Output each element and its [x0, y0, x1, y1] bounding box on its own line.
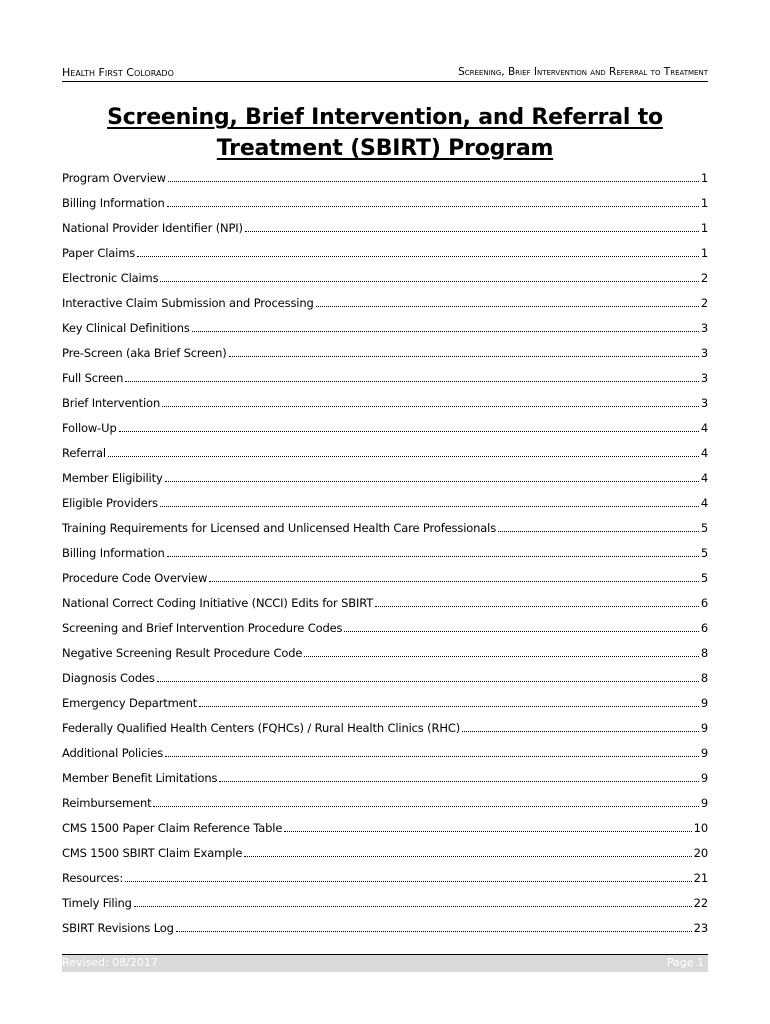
toc-entry[interactable] [62, 840, 708, 865]
toc-entry-page: 4 [700, 495, 708, 510]
toc-entry-label: Follow-Up [62, 420, 117, 435]
table-of-contents [62, 165, 708, 940]
toc-entry-page: 9 [700, 745, 708, 760]
title-line-2: Treatment (SBIRT) Program [216, 136, 554, 161]
toc-dot-leader [167, 196, 699, 210]
toc-entry-page: 8 [700, 645, 708, 660]
toc-dot-leader [284, 821, 691, 835]
toc-entry[interactable] [62, 715, 708, 740]
toc-entry-label: Electronic Claims [62, 270, 159, 285]
toc-entry-page: 3 [700, 320, 708, 335]
toc-entry-page: 3 [700, 345, 708, 360]
toc-entry[interactable] [62, 690, 708, 715]
toc-entry-label: Procedure Code Overview [62, 570, 208, 585]
toc-dot-leader [162, 396, 699, 410]
toc-entry[interactable] [62, 290, 708, 315]
toc-entry-page: 5 [700, 570, 708, 585]
toc-entry-page: 4 [700, 470, 708, 485]
toc-entry[interactable] [62, 890, 708, 915]
toc-entry-page: 1 [700, 195, 708, 210]
toc-entry[interactable] [62, 915, 708, 940]
toc-entry-page: 22 [693, 895, 708, 910]
toc-entry-page: 5 [700, 520, 708, 535]
toc-entry[interactable] [62, 665, 708, 690]
toc-dot-leader [165, 746, 699, 760]
toc-entry-page: 9 [700, 770, 708, 785]
toc-entry-label: CMS 1500 Paper Claim Reference Table [62, 820, 283, 835]
toc-entry[interactable] [62, 765, 708, 790]
toc-entry[interactable] [62, 315, 708, 340]
toc-entry[interactable] [62, 240, 708, 265]
toc-entry[interactable] [62, 815, 708, 840]
toc-entry-label: Federally Qualified Health Centers (FQHCs) / Rural Health Clinics (RHC) [62, 720, 461, 735]
toc-entry-page: 2 [700, 295, 708, 310]
toc-dot-leader [137, 246, 699, 260]
toc-entry[interactable] [62, 640, 708, 665]
toc-entry-label: Negative Screening Result Procedure Code [62, 645, 303, 660]
toc-entry[interactable] [62, 540, 708, 565]
page-footer [62, 954, 708, 972]
toc-dot-leader [125, 871, 692, 885]
toc-entry-page: 4 [700, 420, 708, 435]
toc-dot-leader [160, 271, 698, 285]
toc-dot-leader [160, 496, 699, 510]
toc-dot-leader [125, 371, 699, 385]
toc-entry-label: Resources: [62, 870, 124, 885]
toc-entry[interactable] [62, 465, 708, 490]
toc-dot-leader [316, 296, 699, 310]
toc-entry-page: 9 [700, 720, 708, 735]
toc-dot-leader [344, 621, 698, 635]
toc-entry-page: 23 [693, 920, 708, 935]
toc-entry-label: Emergency Department [62, 695, 198, 710]
toc-entry[interactable] [62, 590, 708, 615]
toc-entry-label: Pre-Screen (aka Brief Screen) [62, 345, 227, 360]
toc-dot-leader [167, 546, 699, 560]
toc-entry-label: Program Overview [62, 170, 166, 185]
toc-dot-leader [157, 671, 699, 685]
header-right: Screening, Brief Intervention and Referral to Treatment [458, 66, 708, 78]
toc-entry-page: 5 [700, 545, 708, 560]
toc-entry[interactable] [62, 365, 708, 390]
toc-entry-label: Member Benefit Limitations [62, 770, 218, 785]
toc-dot-leader [134, 896, 692, 910]
toc-entry-label: Additional Policies [62, 745, 164, 760]
toc-entry-page: 10 [693, 820, 708, 835]
toc-dot-leader [229, 346, 699, 360]
toc-entry-label: Billing Information [62, 195, 165, 210]
toc-entry-page: 3 [700, 395, 708, 410]
toc-entry-page: 6 [700, 620, 708, 635]
toc-entry-label: Timely Filing [62, 895, 132, 910]
toc-entry[interactable] [62, 265, 708, 290]
toc-dot-leader [168, 171, 699, 185]
toc-dot-leader [244, 846, 691, 860]
toc-entry-label: Diagnosis Codes [62, 670, 155, 685]
toc-entry-page: 20 [693, 845, 708, 860]
toc-entry-label: Eligible Providers [62, 495, 159, 510]
footer-revised: Revised: 08/2017 [62, 956, 158, 969]
toc-entry-label: National Provider Identifier (NPI) [62, 220, 243, 235]
toc-entry-page: 1 [700, 245, 708, 260]
toc-entry[interactable] [62, 615, 708, 640]
toc-entry[interactable] [62, 515, 708, 540]
toc-entry-page: 4 [700, 445, 708, 460]
toc-entry[interactable] [62, 490, 708, 515]
toc-entry-label: Referral [62, 445, 106, 460]
toc-entry[interactable] [62, 165, 708, 190]
header-rule [62, 81, 708, 82]
toc-entry-label: Reimbursement [62, 795, 152, 810]
toc-dot-leader [199, 696, 699, 710]
document-title [62, 102, 708, 164]
toc-dot-leader [304, 646, 699, 660]
toc-entry-label: Training Requirements for Licensed and Unlicensed Health Care Professionals [62, 520, 497, 535]
toc-entry-label: Paper Claims [62, 245, 136, 260]
toc-entry-label: SBIRT Revisions Log [62, 920, 174, 935]
toc-entry[interactable] [62, 390, 708, 415]
toc-entry[interactable] [62, 790, 708, 815]
toc-entry-label: Key Clinical Definitions [62, 320, 190, 335]
toc-dot-leader [119, 421, 699, 435]
toc-dot-leader [209, 571, 699, 585]
toc-dot-leader [498, 521, 699, 535]
toc-entry-label: Full Screen [62, 370, 124, 385]
toc-entry-page: 9 [700, 795, 708, 810]
toc-entry-page: 1 [700, 170, 708, 185]
toc-dot-leader [108, 446, 699, 460]
toc-dot-leader [245, 221, 699, 235]
toc-entry-label: Interactive Claim Submission and Processing [62, 295, 314, 310]
toc-entry-page: 21 [693, 870, 708, 885]
toc-dot-leader [219, 771, 698, 785]
toc-entry-page: 6 [700, 595, 708, 610]
toc-dot-leader [153, 796, 698, 810]
toc-entry-label: CMS 1500 SBIRT Claim Example [62, 845, 243, 860]
running-header [62, 66, 708, 82]
toc-entry-page: 8 [700, 670, 708, 685]
toc-entry[interactable] [62, 215, 708, 240]
toc-entry-label: National Correct Coding Initiative (NCCI) Edits for SBIRT [62, 595, 374, 610]
toc-entry-label: Screening and Brief Intervention Procedure Codes [62, 620, 343, 635]
toc-dot-leader [165, 471, 699, 485]
toc-dot-leader [462, 721, 699, 735]
toc-entry-page: 1 [700, 220, 708, 235]
toc-entry-label: Billing Information [62, 545, 165, 560]
toc-entry[interactable] [62, 740, 708, 765]
toc-entry[interactable] [62, 865, 708, 890]
toc-dot-leader [192, 321, 699, 335]
toc-dot-leader [375, 596, 699, 610]
toc-entry-page: 9 [700, 695, 708, 710]
toc-entry-label: Brief Intervention [62, 395, 161, 410]
toc-dot-leader [176, 921, 692, 935]
toc-entry[interactable] [62, 340, 708, 365]
title-line-1: Screening, Brief Intervention, and Referral to [107, 105, 663, 130]
toc-entry-label: Member Eligibility [62, 470, 163, 485]
footer-page-number: Page 1 [666, 956, 704, 969]
toc-entry[interactable] [62, 440, 708, 465]
toc-entry-page: 3 [700, 370, 708, 385]
toc-entry[interactable] [62, 415, 708, 440]
toc-entry[interactable] [62, 190, 708, 215]
toc-entry[interactable] [62, 565, 708, 590]
toc-entry-page: 2 [700, 270, 708, 285]
header-left: Health First Colorado [62, 66, 174, 79]
